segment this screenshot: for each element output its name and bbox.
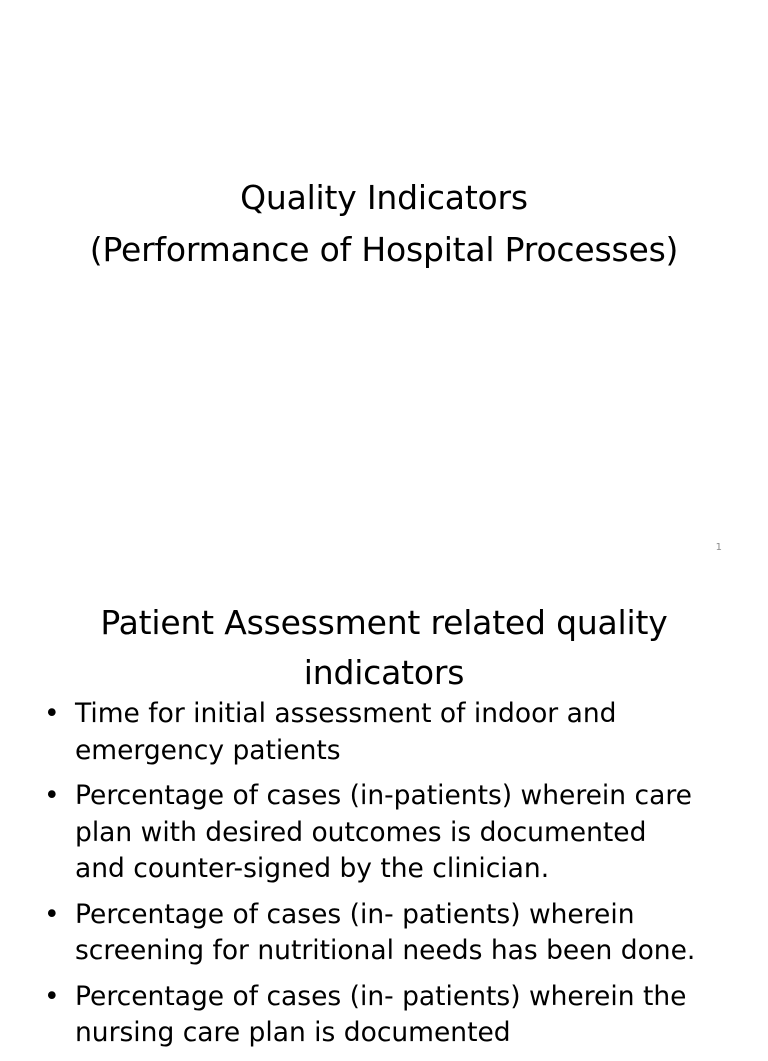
bullet-text-line: plan with desired outcomes is documented: [75, 816, 647, 848]
title-line-2: indicators: [303, 653, 465, 692]
bullet-item: [0, 897, 768, 970]
title-line-1: Patient Assessment related quality: [100, 603, 668, 642]
bullet-item: [0, 979, 768, 1052]
bullet-item: [0, 696, 768, 769]
bullet-text-line: nursing care plan is documented: [75, 1017, 511, 1048]
bullet-text-line: Percentage of cases (in-patients) wherein care: [75, 780, 692, 811]
bullet-marker: •: [44, 980, 60, 1012]
bullet-item: [0, 778, 768, 888]
bullet-text-line: emergency patients: [75, 734, 341, 766]
title-line-2: (Performance of Hospital Processes): [89, 230, 679, 269]
bullet-text-line: Percentage of cases (in- patients) wherein the: [75, 980, 687, 1012]
bullet-marker: •: [44, 780, 60, 811]
slide-title: [0, 172, 768, 276]
bullet-text-line: Time for initial assessment of indoor and: [75, 698, 617, 729]
bullet-list: [0, 696, 768, 1061]
bullet-marker: •: [44, 898, 60, 930]
bullet-text-line: Percentage of cases (in- patients) wherein: [75, 898, 635, 930]
bullet-marker: •: [44, 698, 60, 729]
slide-title: [0, 598, 768, 698]
title-line-1: Quality Indicators: [240, 178, 528, 217]
slide-2: [0, 576, 768, 1048]
slide-number: 1: [715, 542, 722, 553]
bullet-text-line: and counter-signed by the clinician.: [75, 853, 550, 884]
bullet-text-line: screening for nutritional needs has been done.: [75, 935, 696, 966]
